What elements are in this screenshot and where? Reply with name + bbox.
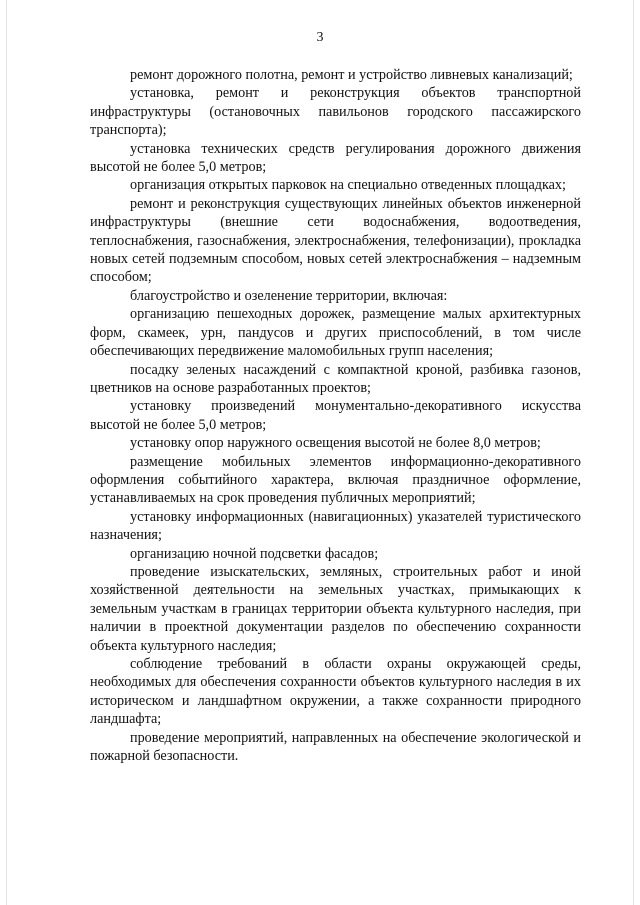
page-number: 3	[316, 30, 324, 45]
paragraph-linear-infrastructure: ремонт и реконструкция существующих линейных объектов инженерной инфраструктуры (внешние сети водоснабжения, водоотведения, теплоснабжения, газоснабжения, электроснабжения, телефонизации), прокладка новых сетей подземным способом, новых сетей электроснабжения – надземным способом;	[90, 195, 581, 286]
paragraph-landscaping-intro: благоустройство и озеленение территории, включая:	[130, 287, 448, 304]
paragraph-transport-infrastructure: установка, ремонт и реконструкция объектов транспортной инфраструктуры (остановочных павильонов городского пассажирского транспорта);	[90, 85, 581, 139]
paragraph-green-planting: посадку зеленых насаждений с компактной кроной, разбивка газонов, цветников на основе разработанных проектов;	[90, 361, 581, 396]
paragraph-fire-safety: проведение мероприятий, направленных на обеспечение экологической и пожарной безопасности.	[90, 729, 581, 765]
right-scan-edge	[633, 0, 634, 905]
document-body	[90, 66, 581, 765]
paragraph-survey-works: проведение изыскательских, земляных, строительных работ и иной хозяйственной деятельности на земельных участках, примыкающих к земельным участкам в границах территории объекта культурного наследия, при наличии в проектной документации разделов по обеспечению сохранности объекта культурного наследия;	[90, 563, 581, 654]
paragraph-environment-protection: соблюдение требований в области охраны окружающей среды, необходимых для обеспечения сохранности объектов культурного наследия в их историческом и ландшафтном окружении, а также сохранности природного ландшафта;	[90, 656, 581, 728]
paragraph-tourist-signs: установку информационных (навигационных) указателей туристического назначения;	[90, 508, 581, 544]
paragraph-facade-lighting: организацию ночной подсветки фасадов;	[130, 545, 379, 562]
left-scan-edge	[6, 0, 7, 905]
paragraph-monumental-art: установку произведений монументально-декоративного искусства высотой не более 5,0 метров;	[90, 398, 581, 433]
paragraph-road-repair: ремонт дорожного полотна, ремонт и устройство ливневых канализаций;	[130, 67, 573, 83]
paragraph-pedestrian-paths: организацию пешеходных дорожек, размещение малых архитектурных форм, скамеек, урн, пандусов и других приспособлений, в том числе обеспечивающих передвижение маломобильных групп населения;	[90, 306, 581, 360]
paragraph-lighting-poles: установку опор наружного освещения высотой не более 8,0 метров;	[130, 435, 541, 452]
paragraph-traffic-devices: установка технических средств регулирования дорожного движения высотой не более 5,0 метров;	[90, 140, 581, 176]
paragraph-mobile-decor: размещение мобильных элементов информационно-декоративного оформления событийного характера, включая праздничное оформление, устанавливаемых на срок проведения публичных мероприятий;	[90, 453, 581, 507]
paragraph-open-parking: организация открытых парковок на специально отведенных площадках;	[130, 177, 566, 194]
